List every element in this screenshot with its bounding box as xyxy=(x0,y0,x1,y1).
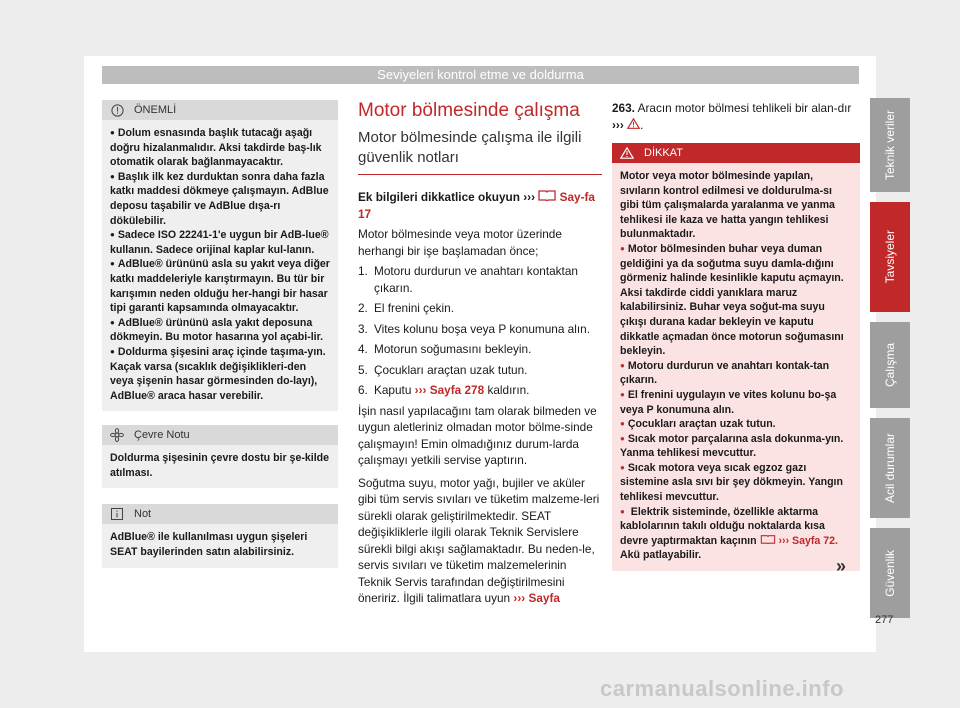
intro-line xyxy=(358,189,602,222)
warning-item: ● Çocukları araçtan uzak tutun. xyxy=(620,417,852,432)
step6-page-link[interactable]: ››› Sayfa 278 xyxy=(414,383,485,397)
book-icon xyxy=(760,535,776,547)
main-title: Motor bölmesinde çalışma xyxy=(358,100,580,121)
warning-page-link[interactable]: ››› Sayfa 72. xyxy=(778,534,838,547)
list-item: 6. Kaputu ››› Sayfa 278 kaldırın. xyxy=(358,383,530,397)
warning-lead: Motor veya motor bölmesinde yapılan, sıvıların kontrol edilmesi ve doldurulma-sı gibi tüm çalışmalarda yaralanma ve yanma tehlikesi ile kaza ve hatta yangın tehlikesi bulunmaktadır. xyxy=(620,170,835,241)
note-box-header xyxy=(102,504,338,524)
column-middle xyxy=(358,100,602,607)
note-title: Not xyxy=(134,508,152,521)
important-box-body xyxy=(102,120,338,411)
warning-box xyxy=(612,143,860,571)
tab-calisma[interactable]: Çalışma xyxy=(870,322,910,408)
note-box xyxy=(102,504,338,567)
lead-text: Motor bölmesinde veya motor üzerinde herhangi bir işe başlamadan önce; xyxy=(358,227,562,258)
paragraph-1: İşin nasıl yapılacağını tam olarak bilmeden ve uygun aletleriniz olmadan motor bölme-sinde çalışmayın! Emin olmadığınız durum-larda çalışmayı yetkili servise yaptırın. xyxy=(358,403,597,467)
note-text: AdBlue® ile kullanılması uygun şişeleri SEAT bayilerinden satın alabilirsiniz. xyxy=(110,531,308,559)
info-icon xyxy=(110,507,124,521)
eco-box-header xyxy=(102,425,338,445)
right-intro: 263. Aracın motor bölmesi tehlikeli bir alan-dır ››› . xyxy=(612,101,852,132)
intro-page-link[interactable]: Say-fa 17 xyxy=(358,190,595,221)
warning-box-header xyxy=(612,143,860,163)
important-item: ● Doldurma şişesini araç içinde taşıma-yın. Kaçak varsa (sıcaklık değişiklikleri-den veya şişenin hasar görmesinden do-layı), AdBlue® araca hasar verebilir. xyxy=(110,345,330,403)
warning-title: DİKKAT xyxy=(644,147,683,159)
warning-box-body xyxy=(612,163,860,571)
tab-acil-durumlar[interactable]: Acil durumlar xyxy=(870,418,910,518)
warning-triangle-icon xyxy=(620,146,634,160)
tab-guvenlik[interactable]: Güvenlik xyxy=(870,528,910,618)
right-intro-number: 263. xyxy=(612,101,635,115)
list-item: 2. El frenini çekin. xyxy=(358,301,454,315)
important-box xyxy=(102,100,338,411)
important-box-header xyxy=(102,100,338,120)
important-item: ● Sadece ISO 22241-1'e uygun bir AdB-lue® kullanın. Sadece orijinal kaplar kul-lanın. xyxy=(110,228,330,257)
warning-item: ● Sıcak motor parçalarına asla dokunma-yın. Yanma tehlikesi mevcuttur. xyxy=(620,432,852,461)
tab-tavsiyeler[interactable]: Tavsiyeler xyxy=(870,202,910,312)
main-subtitle: Motor bölmesinde çalışma ile ilgili güvenlik notları xyxy=(358,128,602,175)
intro-arrow: ››› xyxy=(523,190,536,204)
eco-box xyxy=(102,425,338,488)
column-left xyxy=(102,100,338,568)
important-title: ÖNEMLİ xyxy=(134,104,177,116)
important-item: ● AdBlue® ürününü asla yakıt deposuna dökmeyin. Bu motor hasarına yol açabi-lir. xyxy=(110,316,330,345)
eco-title: Çevre Notu xyxy=(134,429,190,442)
intro-bold: Ek bilgileri dikkatlice okuyun xyxy=(358,190,520,204)
list-item: 5. Çocukları araçtan uzak tutun. xyxy=(358,362,528,377)
important-item: ● Başlık ilk kez durduktan sonra daha fazla katkı maddesi dökmeye çalışmayın. AdBlue deposu taşabilir ve AdBlue dışa-rı dökülebilir. xyxy=(110,170,330,228)
warning-triangle-icon xyxy=(627,118,640,132)
page-number: 277 xyxy=(875,614,894,626)
warning-item: ● Motor bölmesinden buhar veya duman geldiğini ya da soğutma suyu damla-dığını görmeniz halinde kesinlikle kaputu açmayın. Aksi takdirde ciddi yanıklara maruz kalabilirsiniz. Buhar veya soğut-ma suyu çıkışı durana kadar bekleyin ve kaputu dikkatle açmadan önce motorun soğumasını bekleyin. xyxy=(620,242,852,359)
warning-item: ● El frenini uygulayın ve vites kolunu bo-şa veya P konumuna alın. xyxy=(620,388,852,417)
exclamation-circle-icon xyxy=(110,103,124,117)
watermark-text: carmanualsonline.info xyxy=(600,676,844,701)
section-header: Seviyeleri kontrol etme ve doldurma xyxy=(102,66,859,84)
list-item: 4. Motorun soğumasını bekleyin. xyxy=(358,342,532,356)
leaf-flower-icon xyxy=(110,428,124,442)
column-right xyxy=(612,100,860,571)
warning-item: ● Motoru durdurun ve anahtarı kontak-tan çıkarın. xyxy=(620,359,852,388)
important-item: ● Dolum esnasında başlık tutacağı aşağı doğru hizalanmalıdır. Aksi takdirde baş-lık otomatik olarak bağlanmayacaktır. xyxy=(110,126,330,170)
steps-list xyxy=(358,263,602,399)
important-item: ● AdBlue® ürününü asla su yakıt veya diğer katkı maddeleriyle karıştırmayın. Bu tür bir karışımın neden olduğu her-hangi bir hasar tipi garanti kapsamında olmayacaktır. xyxy=(110,257,330,315)
continue-mark: » xyxy=(836,556,847,576)
paragraph-2: Soğutma suyu, motor yağı, bujiler ve aküler gibi tüm servis sıvıları ve tüketim malzeme-leri sürekli olarak geliştirilmektedir. SEAT değişikliklerle ilgili olarak Teknik Servislere sürekli bilgi akışı sağlamaktadır. Bu neden-le, servis sıvıları ve tüketim malzemelerinin Teknik Servis tarafından değiştirilmesini öneririz. İlgili talimatlara uyun ››› Sayfa xyxy=(358,475,600,605)
warning-item: ● Sıcak motora veya sıcak egzoz gazı sistemine asla sıvı bir şey dökmeyin. Yangın tehlikesi mevcuttur. xyxy=(620,461,852,505)
tab-teknik-veriler[interactable]: Teknik veriler xyxy=(870,98,910,192)
eco-box-body xyxy=(102,445,338,488)
list-item: 3. Vites kolunu boşa veya P konumuna alın. xyxy=(358,321,590,336)
book-icon xyxy=(538,190,556,204)
list-item: 1. Motoru durdurun ve anahtarı kontaktan çıkarın. xyxy=(358,264,578,295)
note-box-body xyxy=(102,524,338,567)
eco-text: Doldurma şişesinin çevre dostu bir şe-kilde atılması. xyxy=(110,452,330,479)
warning-item: ● Elektrik sisteminde, özellikle aktarma kablolarının takılı olduğu noktalarda kısa devre yaptırmaktan kaçının ››› Sayfa 72. Akü patlayabilir. xyxy=(620,505,852,563)
para2-page-link[interactable]: ››› Sayfa xyxy=(513,591,560,605)
